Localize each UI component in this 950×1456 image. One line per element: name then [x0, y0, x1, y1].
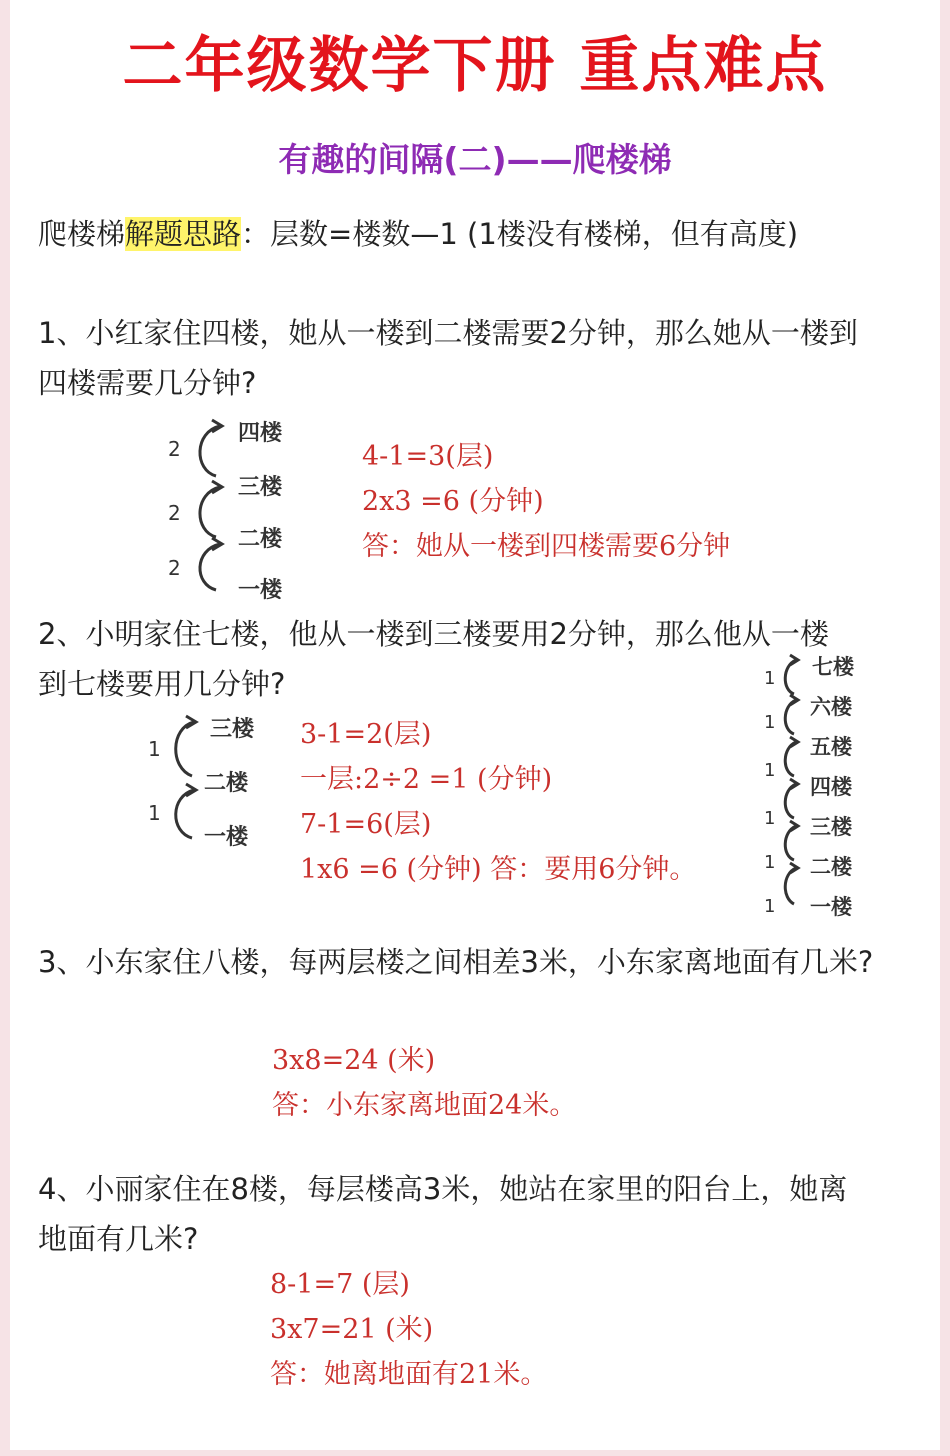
q2b-floor-5: 五楼: [810, 735, 852, 759]
q1-answer-line2: 2x3 =6 (分钟): [362, 486, 544, 517]
q2b-step-3: 1: [764, 760, 776, 781]
q1-floor-1: 一楼: [238, 578, 283, 603]
q2b-floor-3: 三楼: [810, 815, 852, 839]
q2-answer-line1: 3-1=2(层): [300, 719, 432, 750]
q1-text-line2: 四楼需要几分钟?: [38, 366, 257, 400]
q2b-step-5: 1: [764, 852, 776, 873]
q4-text-line1: 4、小丽家住在8楼，每层楼高3米，她站在家里的阳台上，她离: [38, 1172, 848, 1206]
q4-answer-line3: 答：她离地面有21米。: [270, 1359, 548, 1390]
q2-answer-line3: 7-1=6(层): [300, 809, 432, 840]
q1-arc-3: [200, 544, 220, 590]
q2b-step-6: 1: [764, 896, 776, 917]
q2b-floor-4: 四楼: [810, 775, 852, 799]
q2-big-stair-diagram: [750, 648, 880, 928]
q2s-floor-2: 二楼: [204, 771, 249, 796]
q1-stair-diagram: [150, 412, 320, 607]
q2-answer-line2: 一层:2÷2 =1 (分钟): [300, 764, 553, 795]
q4-answer: [270, 1262, 547, 1397]
worksheet-page: [10, 0, 940, 1450]
tip-highlight: 解题思路: [125, 217, 242, 251]
q3-answer-line1: 3x8=24 (米): [272, 1045, 436, 1076]
q2-answer-line4: 1x6 =6 (分钟) 答：要用6分钟。: [300, 854, 697, 885]
q1-floor-4: 四楼: [238, 421, 283, 446]
q4-answer-line2: 3x7=21 (米): [270, 1314, 434, 1345]
q2b-floor-2: 二楼: [810, 855, 852, 879]
q1-floor-3: 三楼: [238, 475, 283, 500]
q2s-arc-1: [176, 722, 194, 776]
q2-text-line2: 到七楼要用几分钟?: [38, 667, 286, 701]
q1-answer-line1: 4-1=3(层): [362, 441, 494, 472]
q2s-floor-3: 三楼: [210, 717, 255, 742]
q2-text-line1: 2、小明家住七楼，他从一楼到三楼要用2分钟，那么他从一楼: [38, 617, 829, 651]
q1-step-1: 2: [168, 437, 181, 461]
q2s-step-1: 1: [148, 737, 161, 761]
q1-answer-line3: 答：她从一楼到四楼需要6分钟: [362, 531, 731, 562]
tip-rest: ：层数=楼数—1 (1楼没有楼梯，但有高度): [241, 217, 799, 251]
q1-floor-2: 二楼: [238, 527, 283, 552]
q1-arc-1: [200, 426, 220, 476]
q4-answer-line1: 8-1=7 (层): [270, 1269, 410, 1300]
q2b-floor-1: 一楼: [810, 895, 852, 919]
q2b-step-1: 1: [764, 668, 776, 689]
page-title: 二年级数学下册 重点难点: [122, 31, 828, 101]
tip-prefix: 爬楼梯: [38, 217, 126, 251]
solving-tip: [38, 212, 798, 256]
q2b-step-2: 1: [764, 712, 776, 733]
q1-step-3: 2: [168, 556, 181, 580]
q1-answer: [362, 434, 730, 569]
q2-small-stair-diagram: [132, 708, 272, 853]
q1-text-line1: 1、小红家住四楼，她从一楼到二楼需要2分钟，那么她从一楼到: [38, 316, 858, 350]
q2-answer: [300, 712, 696, 892]
page-subtitle: 有趣的间隔(二)——爬楼梯: [278, 140, 672, 179]
q3-answer: [272, 1038, 576, 1128]
q2s-arc-2: [176, 790, 194, 838]
q1-arc-2: [200, 487, 220, 537]
q4-text-line2: 地面有几米?: [38, 1222, 199, 1256]
q3-answer-line2: 答：小东家离地面24米。: [272, 1090, 577, 1121]
q2s-step-2: 1: [148, 801, 161, 825]
q3-text: 3、小东家住八楼，每两层楼之间相差3米，小东家离地面有几米?: [38, 945, 874, 979]
q2s-floor-1: 一楼: [204, 825, 249, 850]
q2b-step-4: 1: [764, 808, 776, 829]
q2b-floor-6: 六楼: [810, 695, 852, 719]
q2b-floor-7: 七楼: [812, 655, 854, 679]
q1-step-2: 2: [168, 501, 181, 525]
